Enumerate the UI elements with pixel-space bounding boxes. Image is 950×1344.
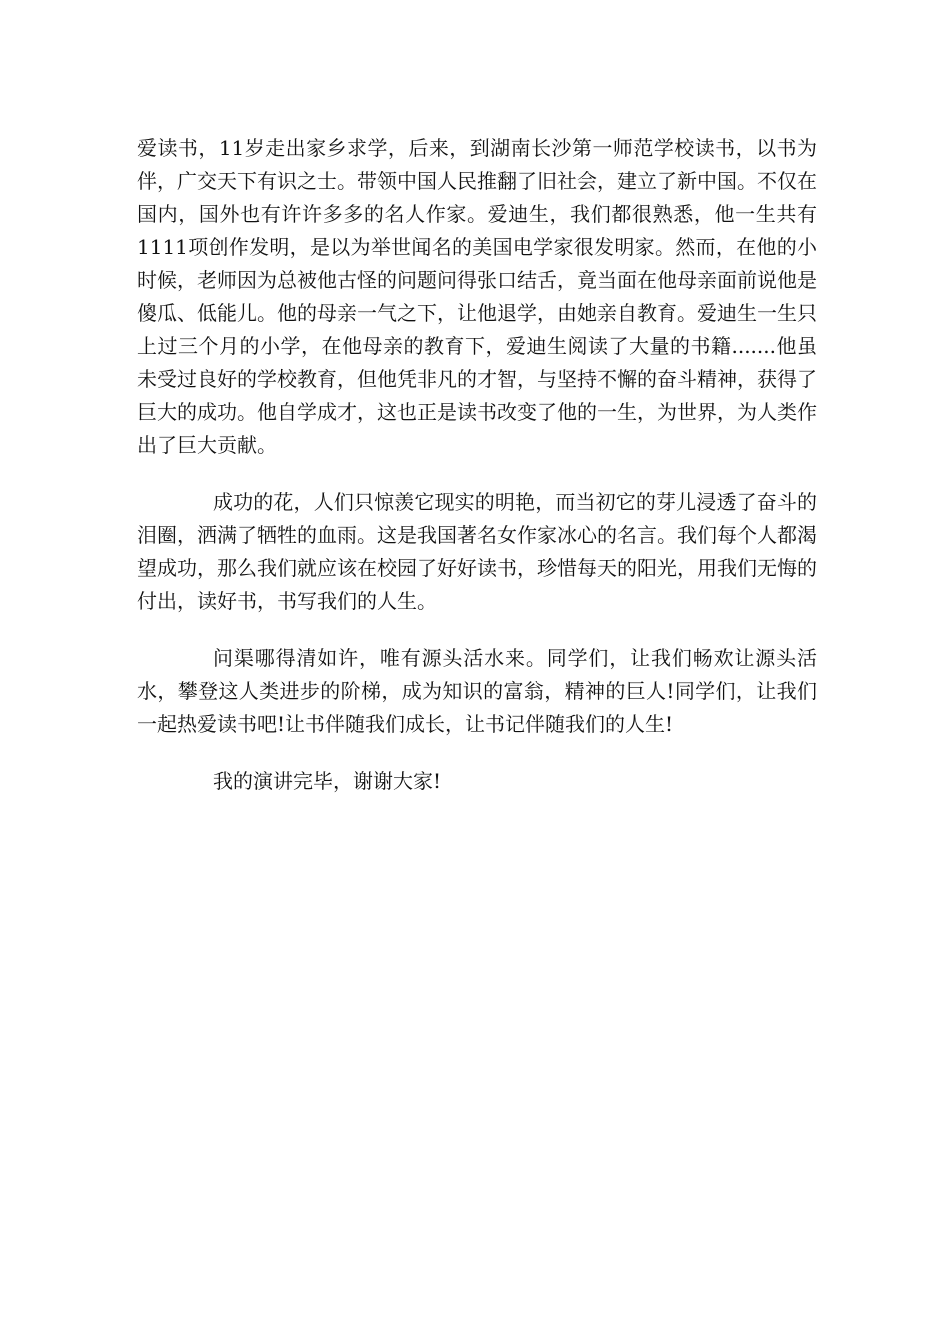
paragraph-1: 爱读书，11岁走出家乡求学，后来，到湖南长沙第一师范学校读书，以书为伴，广交天下有识之士。带领中国人民推翻了旧社会，建立了新中国。不仅在国内，国外也有许许多多的名人作家。爱迪生，我们都很熟悉，他一生共有1111项创作发明，是以为举世闻名的美国电学家很发明家。然而，在他的小时候，老师因为总被他古怪的问题问得张口结舌，竟当面在他母亲面前说他是傻瓜、低能儿。他的母亲一气之下，让他退学，由她亲自教育。爱迪生一生只上过三个月的小学，在他母亲的教育下，爱迪生阅读了大量的书籍.......他虽未受过良好的学校教育，但他凭非凡的才智，与坚持不懈的奋斗精神，获得了巨大的成功。他自学成才，这也正是读书改变了他的一生，为世界，为人类作出了巨大贡献。	[137, 136, 817, 457]
paragraph-3: 问渠哪得清如许，唯有源头活水来。同学们，让我们畅欢让源头活水，攀登这人类进步的阶梯，成为知识的富翁，精神的巨人!同学们，让我们一起热爱读书吧!让书伴随我们成长，让书记伴随我们的人生!	[137, 646, 817, 736]
paragraph-2: 成功的花，人们只惊羡它现实的明艳，而当初它的芽儿浸透了奋斗的泪圈，洒满了牺牲的血雨。这是我国著名女作家冰心的名言。我们每个人都渴望成功，那么我们就应该在校园了好好读书，珍惜每天的阳光，用我们无悔的付出，读好书，书写我们的人生。	[137, 490, 817, 613]
paragraph-4: 我的演讲完毕，谢谢大家!	[213, 769, 442, 793]
document-body	[137, 132, 817, 798]
